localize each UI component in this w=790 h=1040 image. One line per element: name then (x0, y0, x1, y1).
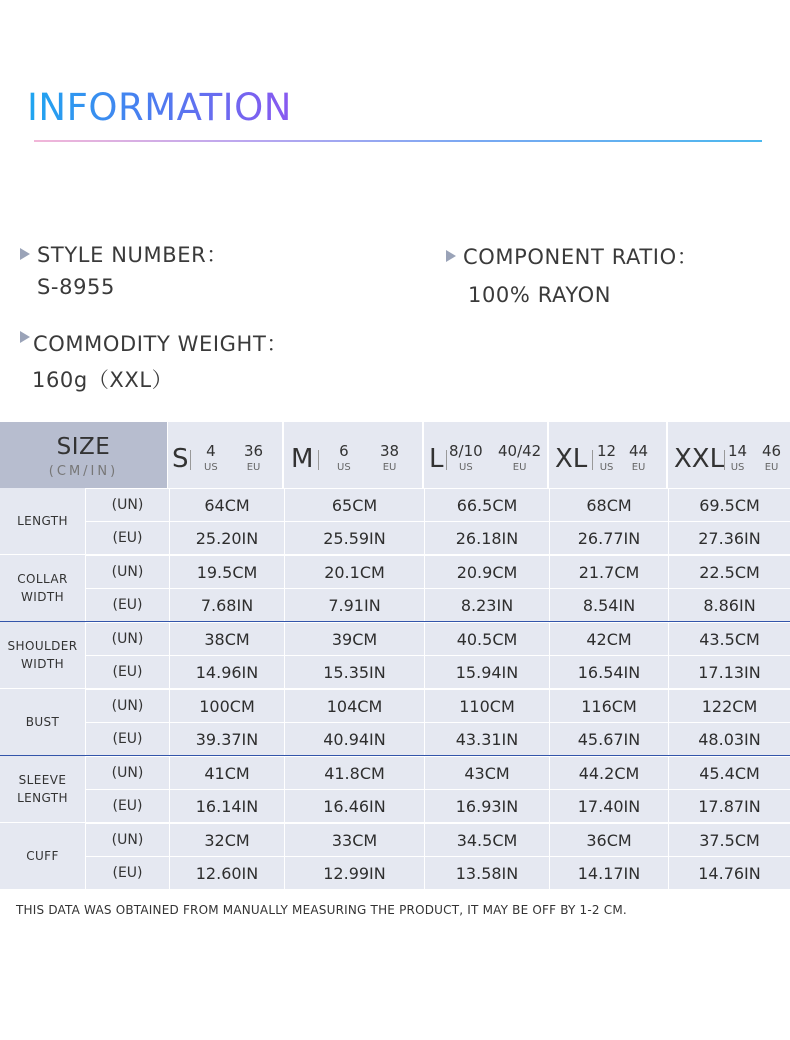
page-title: INFORMATION (27, 86, 292, 129)
measurement-value: 16.93IN (424, 790, 549, 822)
measurement-value: 42CM (549, 623, 668, 655)
size-letter: S (172, 444, 189, 474)
unit-label: (UN) (85, 623, 169, 655)
measurement-name: COLLAR WIDTH (17, 572, 68, 604)
size-divider (318, 450, 319, 470)
table-row (85, 722, 790, 755)
measurement-name: CUFF (26, 849, 59, 863)
measurement-value: 14.17IN (549, 857, 668, 889)
table-row (85, 689, 790, 722)
measurement-group (0, 823, 790, 889)
measurement-value: 13.58IN (424, 857, 549, 889)
component-ratio-label: COMPONENT RATIO： (463, 245, 699, 269)
table-row (85, 789, 790, 822)
us-label: US (599, 462, 614, 473)
measurement-value: 68CM (549, 489, 668, 521)
measurement-group (0, 488, 790, 554)
component-ratio-value: 100% RAYON (468, 283, 612, 307)
measurement-value: 65CM (284, 489, 424, 521)
measurement-value: 20.9CM (424, 556, 549, 588)
eu-label: EU (246, 462, 261, 473)
measurement-value: 12.60IN (169, 857, 284, 889)
eu-label: EU (382, 462, 397, 473)
measurement-value: 40.94IN (284, 723, 424, 755)
size-divider (592, 450, 593, 470)
size-column-l (424, 422, 549, 488)
us-size: 4 (206, 442, 216, 460)
measurement-value: 45.67IN (549, 723, 668, 755)
measurement-value: 40.5CM (424, 623, 549, 655)
size-header-title: SIZE (56, 434, 111, 460)
measurement-group (0, 555, 790, 621)
measurement-value: 25.20IN (169, 522, 284, 554)
us-label: US (337, 462, 351, 473)
commodity-weight-value: 160g（XXL） (32, 368, 174, 392)
measurement-group (0, 622, 790, 688)
measurement-value: 100CM (169, 690, 284, 722)
measurement-value: 26.77IN (549, 522, 668, 554)
eu-size: 40/42 (498, 442, 542, 460)
size-column-xxl (668, 422, 790, 488)
measurement-value: 45.4CM (668, 757, 790, 789)
size-divider (724, 450, 725, 470)
triangle-bullet-icon (446, 250, 456, 262)
triangle-bullet-icon (20, 331, 30, 343)
measurement-value: 33CM (284, 824, 424, 856)
measurement-value: 20.1CM (284, 556, 424, 588)
measurement-value: 7.91IN (284, 589, 424, 621)
unit-label: (UN) (85, 690, 169, 722)
measurement-value: 8.86IN (668, 589, 790, 621)
table-row (85, 655, 790, 688)
measurement-group (0, 756, 790, 822)
measurement-group (0, 689, 790, 755)
measurement-value: 38CM (169, 623, 284, 655)
size-column-m (284, 422, 424, 488)
eu-size: 46 (762, 442, 782, 460)
unit-label: (UN) (85, 757, 169, 789)
eu-size: 44 (629, 442, 649, 460)
measurement-value: 122CM (668, 690, 790, 722)
unit-label: (EU) (85, 723, 169, 755)
us-label: US (204, 462, 218, 473)
unit-label: (EU) (85, 857, 169, 889)
measurement-name: SHOULDER WIDTH (7, 639, 78, 671)
unit-label: (EU) (85, 589, 169, 621)
style-number-value: S-8955 (37, 275, 115, 299)
size-chart-table (0, 422, 790, 889)
table-row (85, 622, 790, 655)
unit-label: (EU) (85, 522, 169, 554)
style-number-block (20, 239, 228, 299)
us-size: 12 (597, 442, 617, 460)
measurement-value: 8.54IN (549, 589, 668, 621)
measurement-value: 14.96IN (169, 656, 284, 688)
measurement-value: 43.31IN (424, 723, 549, 755)
title-divider (34, 140, 762, 142)
measurement-value: 43CM (424, 757, 549, 789)
measurement-disclaimer: THIS DATA WAS OBTAINED FROM MANUALLY MEASURING THE PRODUCT, IT MAY BE OFF BY 1-2 CM. (16, 903, 627, 917)
table-row (85, 555, 790, 588)
us-label: US (730, 462, 745, 473)
measurement-name: BUST (25, 715, 60, 729)
triangle-bullet-icon (20, 248, 30, 260)
measurement-value: 16.54IN (549, 656, 668, 688)
eu-label: EU (512, 462, 527, 473)
measurement-value: 41.8CM (284, 757, 424, 789)
size-letter: L (429, 444, 444, 474)
measurement-value: 15.94IN (424, 656, 549, 688)
measurement-value: 16.14IN (169, 790, 284, 822)
measurement-value: 39CM (284, 623, 424, 655)
measurement-value: 48.03IN (668, 723, 790, 755)
measurement-value: 19.5CM (169, 556, 284, 588)
measurement-value: 26.18IN (424, 522, 549, 554)
commodity-weight-label: COMMODITY WEIGHT： (33, 332, 288, 356)
measurement-value: 27.36IN (668, 522, 790, 554)
size-header-units: (CM/IN) (48, 464, 119, 479)
measurement-value: 17.40IN (549, 790, 668, 822)
measurement-value: 104CM (284, 690, 424, 722)
unit-label: (UN) (85, 824, 169, 856)
table-row (85, 521, 790, 554)
table-row (85, 756, 790, 789)
size-letter: XXL (674, 444, 725, 474)
style-number-label: STYLE NUMBER： (37, 243, 228, 267)
measurement-value: 17.13IN (668, 656, 790, 688)
measurement-value: 110CM (424, 690, 549, 722)
measurement-value: 22.5CM (668, 556, 790, 588)
measurement-value: 36CM (549, 824, 668, 856)
component-ratio-block (446, 241, 698, 307)
size-header-cell (0, 422, 168, 488)
measurement-value: 12.99IN (284, 857, 424, 889)
measurement-value: 34.5CM (424, 824, 549, 856)
measurement-value: 14.76IN (668, 857, 790, 889)
size-column-xl (549, 422, 668, 488)
eu-label: EU (764, 462, 779, 473)
size-column-s (168, 422, 284, 488)
table-row (85, 823, 790, 856)
measurement-value: 69.5CM (668, 489, 790, 521)
measurement-value: 16.46IN (284, 790, 424, 822)
size-header-row (0, 422, 790, 488)
eu-label: EU (631, 462, 646, 473)
measurement-value: 17.87IN (668, 790, 790, 822)
measurement-value: 32CM (169, 824, 284, 856)
measurement-value: 44.2CM (549, 757, 668, 789)
table-row (85, 588, 790, 621)
size-divider (190, 450, 191, 470)
measurement-value: 64CM (169, 489, 284, 521)
unit-label: (UN) (85, 556, 169, 588)
measurement-value: 25.59IN (284, 522, 424, 554)
measurement-value: 7.68IN (169, 589, 284, 621)
us-size: 14 (728, 442, 748, 460)
table-row (85, 856, 790, 889)
unit-label: (EU) (85, 656, 169, 688)
measurement-value: 15.35IN (284, 656, 424, 688)
measurement-value: 43.5CM (668, 623, 790, 655)
size-letter: M (291, 444, 314, 474)
measurement-value: 116CM (549, 690, 668, 722)
measurement-name: LENGTH (17, 514, 68, 528)
measurement-value: 21.7CM (549, 556, 668, 588)
eu-size: 36 (244, 442, 264, 460)
table-row (85, 488, 790, 521)
measurement-value: 37.5CM (668, 824, 790, 856)
measurement-value: 39.37IN (169, 723, 284, 755)
unit-label: (EU) (85, 790, 169, 822)
measurement-groups (0, 488, 790, 889)
us-size: 8/10 (449, 442, 483, 460)
commodity-weight-block (20, 328, 288, 394)
size-letter: XL (555, 444, 588, 474)
eu-size: 38 (380, 442, 400, 460)
measurement-value: 8.23IN (424, 589, 549, 621)
measurement-value: 66.5CM (424, 489, 549, 521)
measurement-value: 41CM (169, 757, 284, 789)
unit-label: (UN) (85, 489, 169, 521)
us-label: US (459, 462, 473, 473)
measurement-name: SLEEVE LENGTH (17, 773, 68, 805)
us-size: 6 (339, 442, 349, 460)
size-divider (446, 450, 447, 470)
